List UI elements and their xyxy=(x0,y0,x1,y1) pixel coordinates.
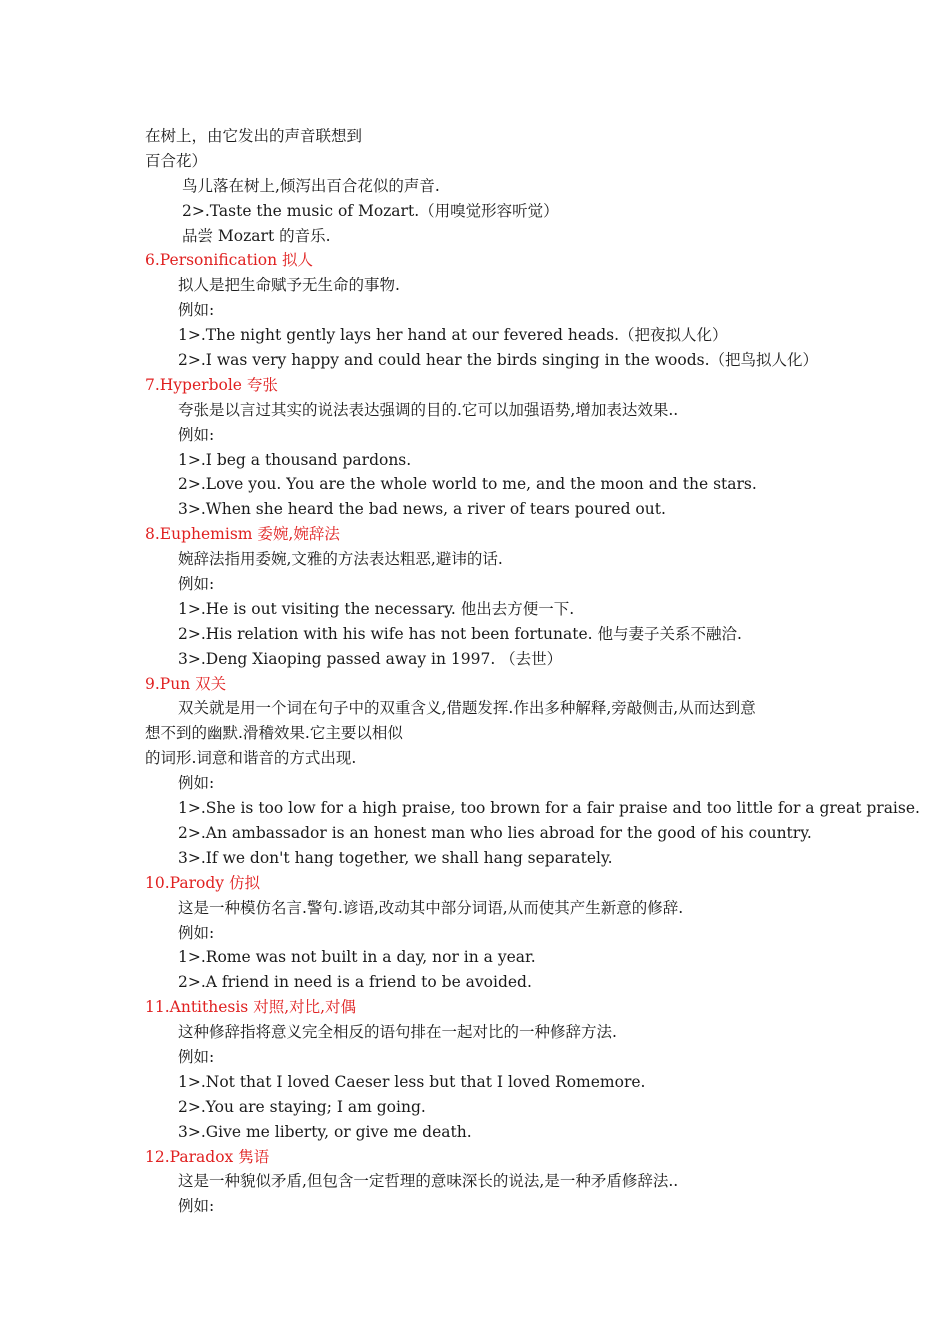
body-text-line: 1>.I beg a thousand pardons. xyxy=(178,450,412,469)
body-text-line: 的词形.词意和谐音的方式出现. xyxy=(145,749,357,768)
body-text-line: 1>.Rome was not built in a day, nor in a year. xyxy=(178,948,536,967)
body-text-line: 夸张是以言过其实的说法表达强调的目的.它可以加强语势,增加表达效果.. xyxy=(178,400,679,419)
body-text-line: 品尝 Mozart 的音乐. xyxy=(182,226,331,245)
body-text-line: 例如: xyxy=(178,301,215,320)
body-text-line: 这是一种模仿名言.警句.谚语,改动其中部分词语,从而使其产生新意的修辞. xyxy=(178,898,684,917)
section-heading: 7.Hyperbole 夸张 xyxy=(145,375,278,394)
body-text-line: 2>.You are staying; I am going. xyxy=(178,1097,426,1116)
section-heading: 11.Antithesis 对照,对比,对偶 xyxy=(145,998,357,1017)
section-heading: 8.Euphemism 委婉,婉辞法 xyxy=(145,525,340,544)
body-text-line: 2>.An ambassador is an honest man who lies abroad for the good of his country. xyxy=(178,823,812,842)
body-text-line: 想不到的幽默.滑稽效果.它主要以相似 xyxy=(145,724,403,743)
body-text-line: 2>.A friend in need is a friend to be avoided. xyxy=(178,973,532,992)
body-text-line: 例如: xyxy=(178,1197,215,1216)
body-text-line: 例如: xyxy=(178,575,215,594)
body-text-line: 例如: xyxy=(178,425,215,444)
body-text-line: 双关就是用一个词在句子中的双重含义,借题发挥.作出多种解释,旁敲侧击,从而达到意 xyxy=(178,699,756,718)
body-text-line: 在树上，由它发出的声音联想到 xyxy=(145,127,363,145)
body-text-line: 2>.Taste the music of Mozart.（用嗅觉形容听觉） xyxy=(182,201,559,220)
body-text-line: 3>.If we don't hang together, we shall hang separately. xyxy=(178,848,613,867)
section-heading: 6.Personification 拟人 xyxy=(145,251,314,270)
body-text-line: 2>.I was very happy and could hear the birds singing in the woods.（把鸟拟人化） xyxy=(178,351,819,370)
body-text-line: 3>.Give me liberty, or give me death. xyxy=(178,1122,472,1141)
body-text-line: 拟人是把生命赋予无生命的事物. xyxy=(178,276,400,295)
body-text-line: 3>.Deng Xiaoping passed away in 1997. （去世） xyxy=(178,649,563,668)
body-text-line: 2>.His relation with his wife has not been fortunate. 他与妻子关系不融洽. xyxy=(178,624,742,643)
section-heading: 9.Pun 双关 xyxy=(145,674,227,693)
section-heading: 12.Paradox 隽语 xyxy=(145,1147,270,1166)
body-text-line: 鸟儿落在树上,倾泻出百合花似的声音. xyxy=(182,176,440,195)
body-text-line: 百合花） xyxy=(145,151,208,170)
body-text-line: 3>.When she heard the bad news, a river of tears poured out. xyxy=(178,500,666,519)
document-page xyxy=(0,124,950,1219)
body-text-line: 2>.Love you. You are the whole world to me, and the moon and the stars. xyxy=(178,475,757,494)
body-text-line: 婉辞法指用委婉,文雅的方法表达粗恶,避讳的话. xyxy=(178,550,503,569)
body-text-line: 例如: xyxy=(178,774,215,793)
body-text-line: 1>.He is out visiting the necessary. 他出去方便一下. xyxy=(178,599,575,618)
body-text-line: 例如: xyxy=(178,923,215,942)
body-text-line: 1>.The night gently lays her hand at our fevered heads.（把夜拟人化） xyxy=(178,326,728,345)
body-text-line: 1>.Not that I loved Caeser less but that I loved Romemore. xyxy=(178,1072,646,1091)
body-text-line: 例如: xyxy=(178,1047,215,1066)
section-heading: 10.Parody 仿拟 xyxy=(145,873,260,892)
body-text-line: 这是一种貌似矛盾,但包含一定哲理的意味深长的说法,是一种矛盾修辞法.. xyxy=(178,1172,679,1191)
body-text-line: 这种修辞指将意义完全相反的语句排在一起对比的一种修辞方法. xyxy=(178,1023,617,1042)
body-text-line: 1>.She is too low for a high praise, too brown for a fair praise and too little for a great praise. xyxy=(178,799,920,818)
